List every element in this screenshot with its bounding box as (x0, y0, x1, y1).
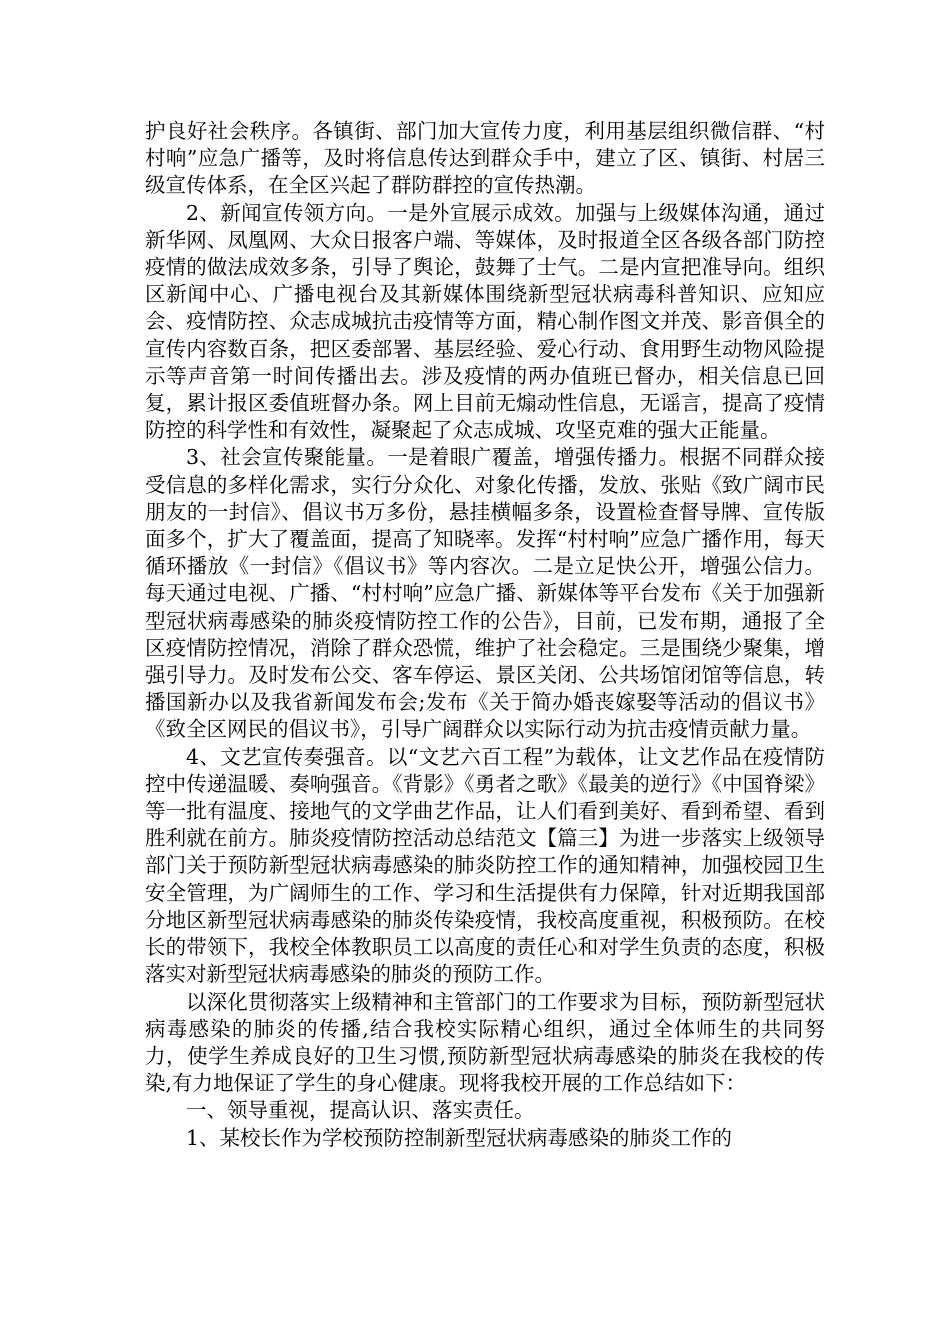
document-page (145, 118, 825, 1152)
paragraph-6: 一、领导重视，提高认识、落实责任。 (186, 1098, 535, 1123)
paragraph-1: 护良好社会秩序。各镇街、部门加大宣传力度，利用基层组织微信群、“村村响”应急广播等，及时将信息传达到群众手中，建立了区、镇街、村居三级宣传体系，在全区兴起了群防群控的宣传热潮。 (145, 119, 825, 198)
paragraph-7: 1、某校长作为学校预防控制新型冠状病毒感染的肺炎工作的 (186, 1125, 733, 1150)
paragraph-4: 4、文艺宣传奏强音。以“文艺六百工程”为载体，让文艺作品在疫情防控中传递温暖、奏响强音。《背影》《勇者之歌》《最美的逆行》《中国脊梁》等一批有温度、接地气的文学曲艺作品，让人们看到美好、看到希望、看到胜利就在前方。肺炎疫情防控活动总结范文【篇三】为进一步落实上级领导部门关于预防新型冠状病毒感染的肺炎防控工作的通知精神，加强校园卫生安全管理，为广阔师生的工作、学习和生活提供有力保障，针对近期我国部分地区新型冠状病毒感染的肺炎传染疫情，我校高度重视，积极预防。在校长的带领下，我校全体教职员工以高度的责任心和对学生负责的态度，积极落实对新型冠状病毒感染的肺炎的预防工作。 (145, 744, 825, 987)
paragraph-5: 以深化贯彻落实上级精神和主管部门的工作要求为目标，预防新型冠状病毒感染的肺炎的传播,结合我校实际精心组织，通过全体师生的共同努力，使学生养成良好的卫生习惯,预防新型冠状病毒感染的肺炎在我校的传染,有力地保证了学生的身心健康。现将我校开展的工作总结如下： (145, 989, 825, 1096)
paragraph-3: 3、社会宣传聚能量。一是着眼广覆盖，增强传播力。根据不同群众接受信息的多样化需求，实行分众化、对象化传播，发放、张贴《致广阔市民朋友的一封信》、倡议书万多份，悬挂横幅多条，设置检查督导牌、宣传版面多个，扩大了覆盖面，提高了知晓率。发挥“村村响”应急广播作用，每天循环播放《一封信》《倡议书》等内容次。二是立足快公开，增强公信力。每天通过电视、广播、“村村响”应急广播、新媒体等平台发布《关于加强新型冠状病毒感染的肺炎疫情防控工作的公告》，目前，已发布期，通报了全区疫情防控情况，消除了群众恐慌，维护了社会稳定。三是围绕少聚集，增强引导力。及时发布公交、客车停运、景区关闭、公共场馆闭馆等信息，转播国新办以及我省新闻发布会;发布《关于简办婚丧嫁娶等活动的倡议书》《致全区网民的倡议书》，引导广阔群众以实际行动为抗击疫情贡献力量。 (145, 445, 825, 742)
paragraph-2: 2、新闻宣传领方向。一是外宣展示成效。加强与上级媒体沟通，通过新华网、凤凰网、大众日报客户端、等媒体，及时报道全区各级各部门防控疫情的做法成效多条，引导了舆论，鼓舞了士气。二是内宣把准导向。组织区新闻中心、广播电视台及其新媒体围绕新型冠状病毒科普知识、应知应会、疫情防控、众志成城抗击疫情等方面，精心制作图文并茂、影音俱全的宣传内容数百条，把区委部署、基层经验、爱心行动、食用野生动物风险提示等声音第一时间传播出去。涉及疫情的两办值班已督办，相关信息已回复，累计报区委值班督办条。网上目前无煽动性信息，无谣言，提高了疫情防控的科学性和有效性，凝聚起了众志成城、攻坚克难的强大正能量。 (145, 200, 825, 443)
